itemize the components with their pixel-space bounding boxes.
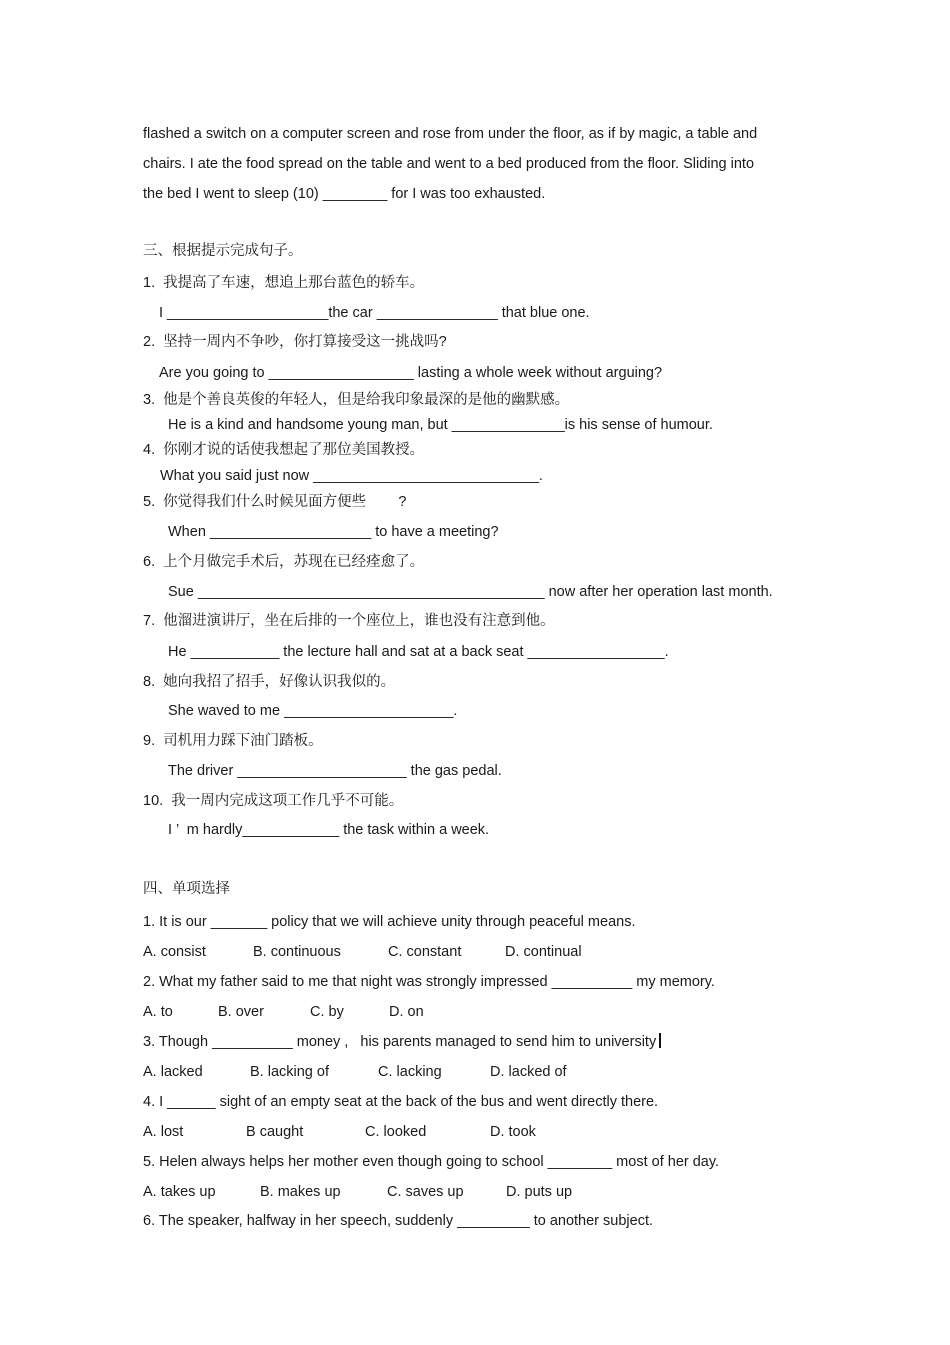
section3-item-3-en: He is a kind and handsome young man, but ______________is his sense of humour. <box>168 417 713 433</box>
option-a: A. to <box>143 1004 173 1020</box>
section3-item-9-cn: 9. 司机用力踩下油门踏板。 <box>143 733 323 749</box>
section3-item-7-cn: 7. 他溜进演讲厅，坐在后排的一个座位上，谁也没有注意到他。 <box>143 613 555 629</box>
text-cursor <box>659 1033 661 1048</box>
option-b: B. over <box>218 1004 264 1020</box>
question-1: 1. It is our _______ policy that we will achieve unity through peaceful means. <box>143 914 636 930</box>
option-d: D. took <box>490 1124 536 1140</box>
passage-line-3: the bed I went to sleep (10) ________ for I was too exhausted. <box>143 186 546 202</box>
option-a: A. lacked <box>143 1064 203 1080</box>
option-a: A. takes up <box>143 1184 216 1200</box>
section3-item-1-en: I ____________________the car _______________ that blue one. <box>159 305 590 321</box>
section3-item-4-en: What you said just now ____________________________. <box>160 468 543 484</box>
question-2: 2. What my father said to me that night was strongly impressed __________ my memory. <box>143 974 715 990</box>
section3-item-3-cn: 3. 他是个善良英俊的年轻人，但是给我印象最深的是他的幽默感。 <box>143 392 570 408</box>
section3-item-10-cn: 10. 我一周内完成这项工作几乎不可能。 <box>143 793 404 809</box>
option-c: C. saves up <box>387 1184 464 1200</box>
option-d: D. lacked of <box>490 1064 567 1080</box>
passage-line-2: chairs. I ate the food spread on the table and went to a bed produced from the floor. Sliding into <box>143 156 755 172</box>
section3-item-2-en: Are you going to __________________ lasting a whole week without arguing? <box>159 365 663 381</box>
question-6: 6. The speaker, halfway in her speech, suddenly _________ to another subject. <box>143 1213 653 1229</box>
question-5: 5. Helen always helps her mother even though going to school ________ most of her day. <box>143 1154 720 1170</box>
option-c: C. lacking <box>378 1064 442 1080</box>
section3-item-8-cn: 8. 她向我招了招手，好像认识我似的。 <box>143 674 396 690</box>
section3-item-1-cn: 1. 我提高了车速，想追上那台蓝色的轿车。 <box>143 275 425 291</box>
option-b: B. makes up <box>260 1184 341 1200</box>
option-d: D. on <box>389 1004 424 1020</box>
section3-item-7-en: He ___________ the lecture hall and sat at a back seat _________________. <box>168 644 669 660</box>
option-d: D. continual <box>505 944 582 960</box>
option-b: B. lacking of <box>250 1064 329 1080</box>
section3-item-5-en: When ____________________ to have a meeting? <box>168 524 499 540</box>
option-a: A. lost <box>143 1124 184 1140</box>
option-b: B. continuous <box>253 944 341 960</box>
option-c: C. by <box>310 1004 344 1020</box>
question-4: 4. I ______ sight of an empty seat at the back of the bus and went directly there. <box>143 1094 659 1110</box>
section3-item-10-en: I ’ m hardly____________ the task within a week. <box>168 822 490 838</box>
passage-line-1: flashed a switch on a computer screen and rose from under the floor, as if by magic, a table and <box>143 126 758 142</box>
option-c: C. constant <box>388 944 462 960</box>
section3-item-6-cn: 6. 上个月做完手术后，苏现在已经痊愈了。 <box>143 554 425 570</box>
option-c: C. looked <box>365 1124 427 1140</box>
question-3: 3. Though __________ money , his parents managed to send him to university <box>143 1034 657 1050</box>
section3-item-4-cn: 4. 你刚才说的话使我想起了那位美国教授。 <box>143 442 425 458</box>
section3-heading: 三、根据提示完成句子。 <box>143 243 303 259</box>
option-b: B caught <box>246 1124 304 1140</box>
question-3-line <box>143 1033 661 1051</box>
section3-item-9-en: The driver _____________________ the gas pedal. <box>168 763 502 779</box>
section3-item-8-en: She waved to me _____________________. <box>168 703 458 719</box>
section4-heading: 四、单项选择 <box>143 881 230 897</box>
section3-item-6-en: Sue ___________________________________________ now after her operation last month. <box>168 584 773 600</box>
option-d: D. puts up <box>506 1184 573 1200</box>
section3-item-2-cn: 2. 坚持一周内不争吵，你打算接受这一挑战吗? <box>143 334 447 350</box>
option-a: A. consist <box>143 944 206 960</box>
section3-item-5-cn: 5. 你觉得我们什么时候见面方便些 ? <box>143 494 407 510</box>
